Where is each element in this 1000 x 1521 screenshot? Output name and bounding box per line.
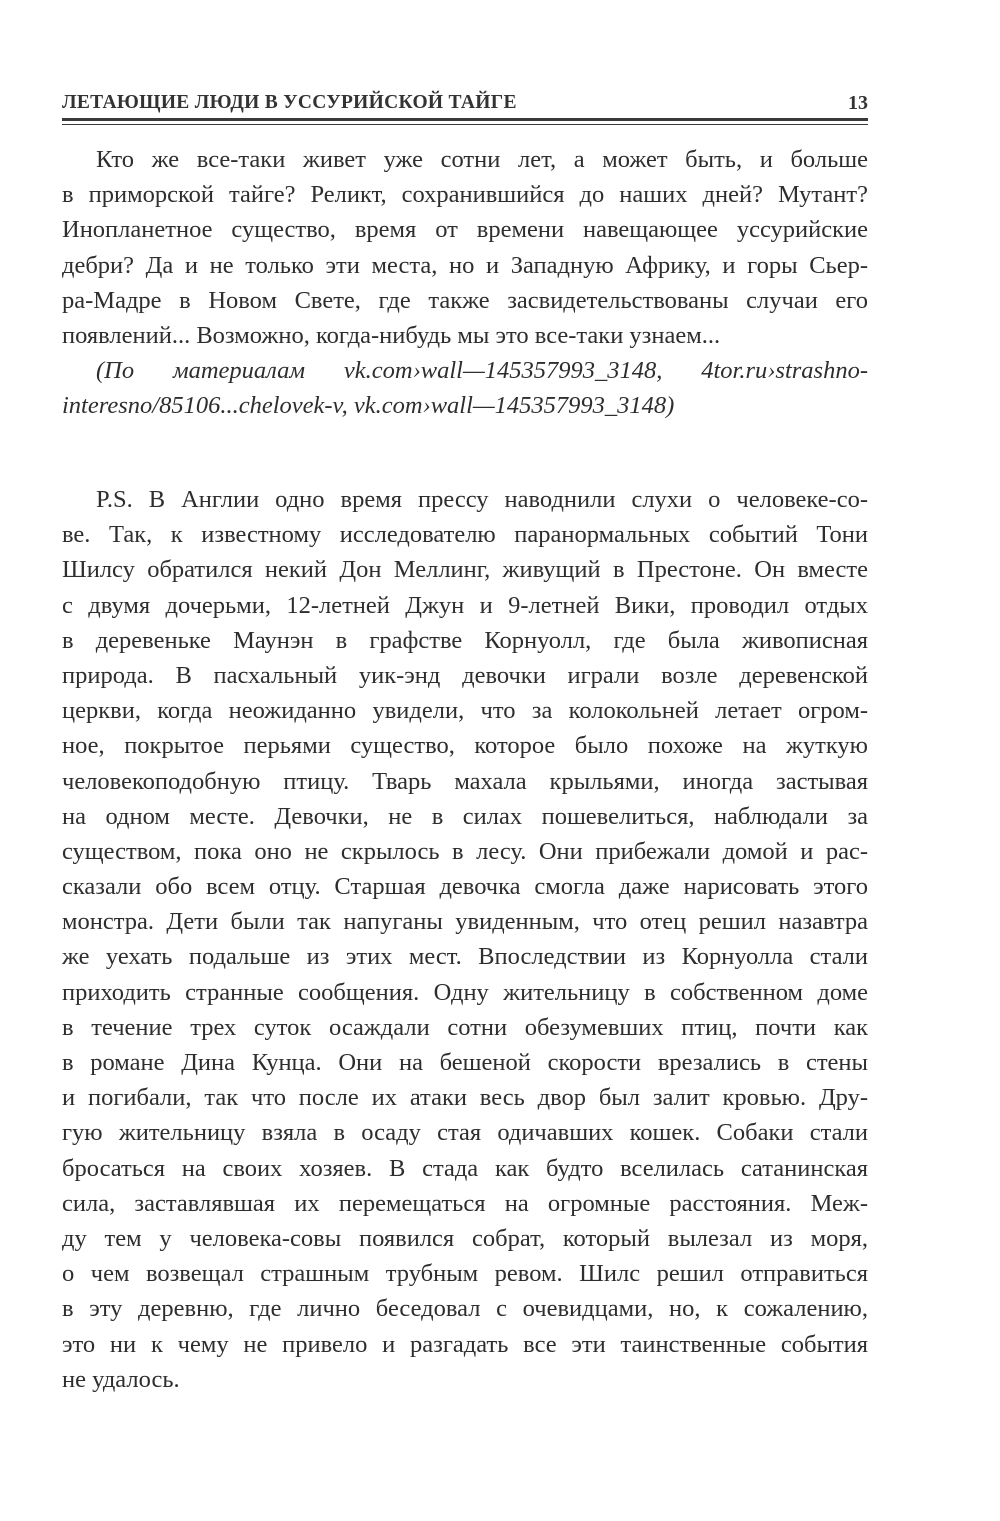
source-line: interesno/85106...chelovek-v, vk.com›wall—145357993_3148) bbox=[62, 392, 675, 420]
text-line: в приморской тайге? Реликт, сохранившийся до наших дней? Мутант? bbox=[62, 181, 868, 209]
main-text-top bbox=[62, 142, 868, 424]
text-line: ду тем у человека-совы появился собрат, который вылезал из моря, bbox=[62, 1224, 868, 1252]
source-line: (По материалам vk.com›wall—145357993_3148, 4tor.ru›strashno- bbox=[96, 357, 868, 385]
text-line: появлений... Возможно, когда-нибудь мы это все-таки узнаем... bbox=[62, 321, 721, 349]
text-line: бросаться на своих хозяев. В стада как будто вселилась сатанинская bbox=[62, 1154, 868, 1182]
text-line: ное, покрытое перьями существо, которое было похоже на жуткую bbox=[62, 732, 868, 760]
source-note bbox=[62, 353, 868, 423]
text-line: монстра. Дети были так напуганы увиденным, что отец решил назавтра bbox=[62, 908, 868, 936]
text-line: о чем возвещал страшным трубным ревом. Шилс решил отправиться bbox=[62, 1260, 868, 1288]
header-rule-thick bbox=[62, 118, 868, 121]
running-title: ЛЕТАЮЩИЕ ЛЮДИ В УССУРИЙСКОЙ ТАЙГЕ bbox=[62, 92, 517, 113]
text-line: Инопланетное существо, время от времени навещающее уссурийские bbox=[62, 216, 868, 244]
text-line: с двумя дочерьми, 12-летней Джун и 9-летней Вики, проводил отдых bbox=[62, 591, 868, 619]
text-line: дебри? Да и не только эти места, но и Западную Африку, и горы Сьер- bbox=[62, 251, 868, 279]
text-line: это ни к чему не привело и разгадать все эти таинственные события bbox=[62, 1330, 868, 1358]
text-line: приходить странные сообщения. Одну жительницу в собственном доме bbox=[62, 978, 868, 1006]
text-line: на одном месте. Девочки, не в силах пошевелиться, наблюдали за bbox=[62, 802, 868, 830]
text-line: ве. Так, к известному исследователю паранормальных событий Тони bbox=[62, 521, 868, 549]
text-line: в течение трех суток осаждали сотни обезумевших птиц, почти как bbox=[62, 1013, 868, 1041]
text-line: ра-Мадре в Новом Свете, где также засвидетельствованы случаи его bbox=[62, 286, 868, 314]
text-line: же уехать подальше из этих мест. Впоследствии из Корнуолла стали bbox=[62, 943, 868, 971]
header-rule-thin bbox=[62, 124, 868, 125]
text-line: церкви, когда неожиданно увидели, что за колокольней летает огром- bbox=[62, 697, 868, 725]
text-line: в деревеньке Маунэн в графстве Корнуолл, где была живописная bbox=[62, 626, 868, 654]
paragraph-1 bbox=[62, 142, 868, 353]
paragraph-2 bbox=[62, 482, 868, 1397]
text-line: не удалось. bbox=[62, 1365, 180, 1393]
text-line: природа. В пасхальный уик-энд девочки играли возле деревенской bbox=[62, 661, 868, 689]
page-header bbox=[62, 86, 868, 118]
text-line: в романе Дина Кунца. Они на бешеной скорости врезались в стены bbox=[62, 1049, 868, 1076]
text-line: сказали обо всем отцу. Старшая девочка смогла даже нарисовать этого bbox=[62, 873, 868, 901]
text-line: сила, заставлявшая их перемещаться на огромные расстояния. Меж- bbox=[62, 1189, 868, 1217]
text-line: Кто же все-таки живет уже сотни лет, а может быть, и больше bbox=[96, 146, 868, 173]
text-line: и погибали, так что после их атаки весь двор был залит кровью. Дру- bbox=[62, 1084, 868, 1112]
text-line: человекоподобную птицу. Тварь махала крыльями, иногда застывая bbox=[62, 767, 868, 795]
text-line: Шилсу обратился некий Дон Меллинг, живущий в Престоне. Он вместе bbox=[62, 556, 868, 584]
page-number: 13 bbox=[848, 92, 868, 114]
text-line: в эту деревню, где лично беседовал с очевидцами, но, к сожалению, bbox=[62, 1295, 868, 1323]
text-line: P.S. В Англии одно время прессу наводнили слухи о человеке-со- bbox=[96, 486, 868, 513]
text-line: существом, пока оно не скрылось в лесу. Они прибежали домой и рас- bbox=[62, 837, 868, 865]
text-line: гую жительницу взяла в осаду стая одичавших кошек. Собаки стали bbox=[62, 1119, 868, 1147]
